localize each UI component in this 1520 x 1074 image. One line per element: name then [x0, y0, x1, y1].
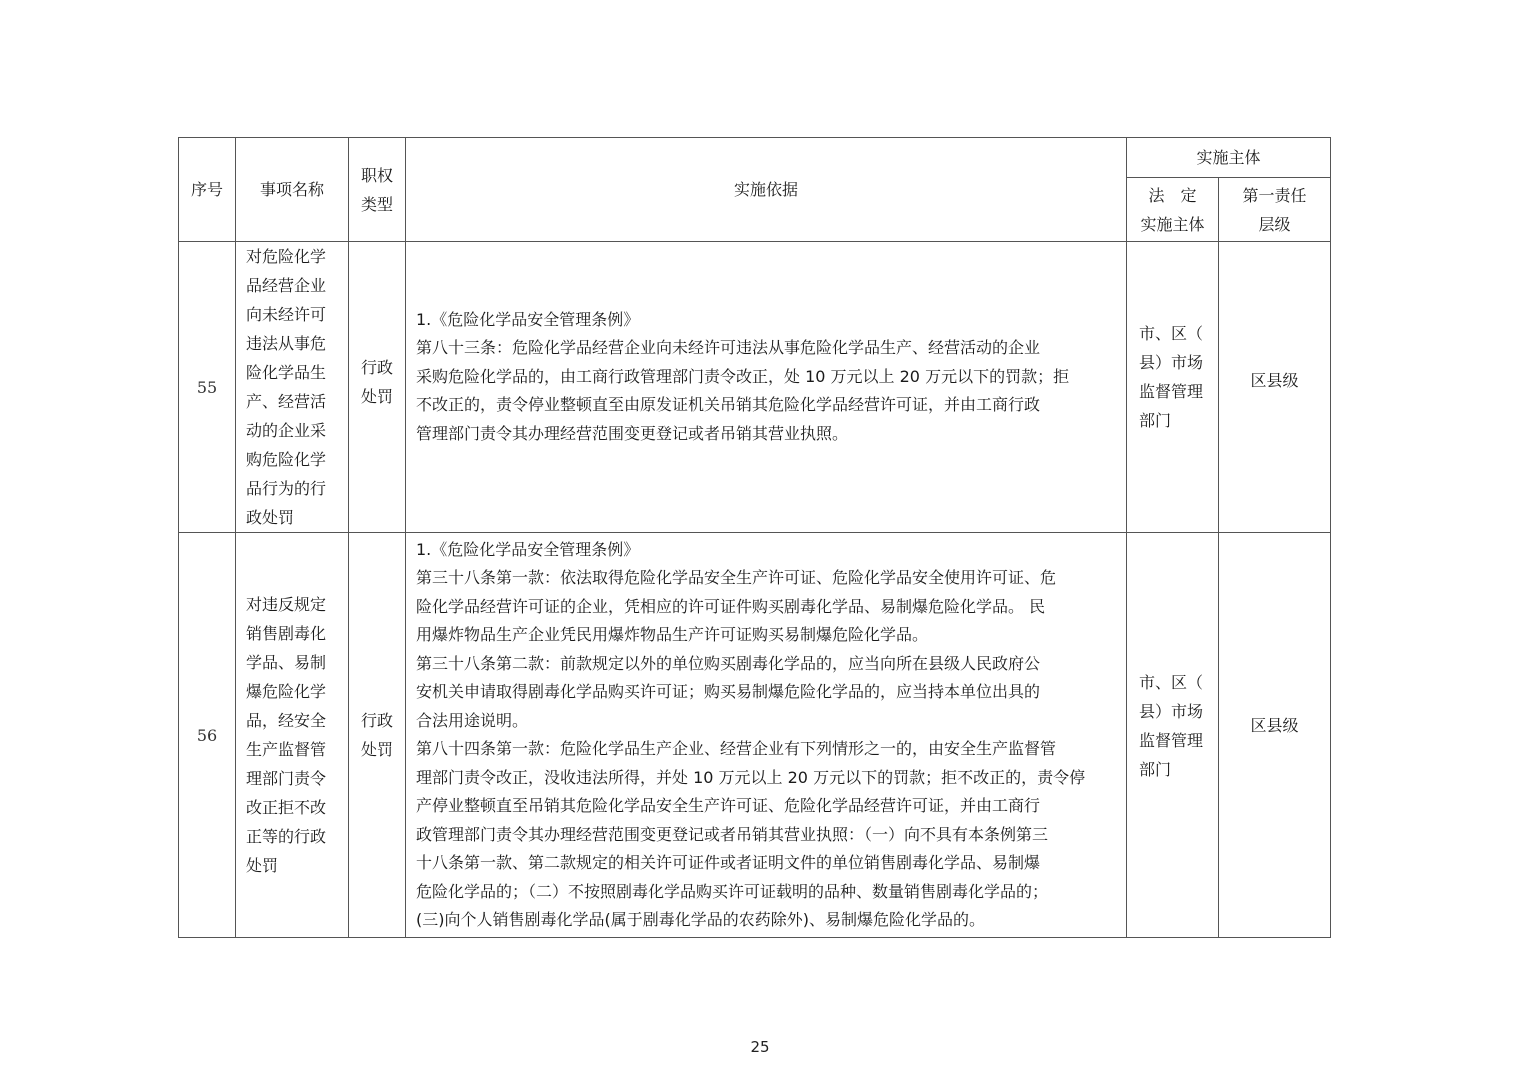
- row-basis: [406, 533, 1127, 938]
- row-name-line: 销售剧毒化: [246, 624, 327, 643]
- row-name-line: 险化学品生: [246, 363, 327, 382]
- basis-line: 产停业整顿直至吊销其危险化学品安全生产许可证、危险化学品经营许可证，并由工商行: [416, 796, 1041, 815]
- row-name-line: 品，经安全: [246, 711, 327, 730]
- row-subject-line: 部门: [1139, 411, 1172, 430]
- row-type-line: 处罚: [360, 740, 393, 759]
- row-name-line: 对违反规定: [246, 595, 327, 614]
- header-type-line: 类型: [360, 194, 393, 214]
- header-legal-line: 法 定: [1148, 185, 1197, 205]
- table-row: [179, 533, 1331, 938]
- row-name-line: 产、经营活: [246, 392, 327, 411]
- header-type: [349, 138, 406, 242]
- basis-line: (三)向个人销售剧毒化学品(属于剧毒化学品的农药除外)、易制爆危险化学品的。: [416, 910, 985, 929]
- row-name-line: 理部门责令: [246, 769, 327, 788]
- row-subject-line: 市、区（: [1139, 324, 1204, 343]
- row-name-line: 政处罚: [246, 508, 295, 527]
- basis-line: 第三十八条第二款：前款规定以外的单位购买剧毒化学品的，应当向所在县级人民政府公: [416, 653, 1041, 673]
- row-name-line: 正等的行政: [246, 827, 327, 846]
- basis-line: 第八十四条第一款：危险化学品生产企业、经营企业有下列情形之一的，由安全生产监督管: [416, 739, 1057, 758]
- basis-line: 用爆炸物品生产企业凭民用爆炸物品生产许可证购买易制爆危险化学品。: [416, 625, 929, 644]
- page-number: 25: [750, 1038, 770, 1056]
- row-type: [349, 533, 406, 938]
- row-name-line: 爆危险化学: [246, 682, 327, 701]
- row-type-line: 处罚: [360, 387, 393, 406]
- basis-line: 采购危险化学品的，由工商行政管理部门责令改正，处 10 万元以上 20 万元以下的罚款；拒: [416, 366, 1070, 386]
- row-seq: 55: [179, 242, 236, 533]
- row-level: 区县级: [1219, 533, 1331, 938]
- row-name-line: 动的企业采: [246, 421, 327, 440]
- row-name-line: 品经营企业: [246, 276, 327, 295]
- basis-line: 合法用途说明。: [416, 710, 529, 730]
- header-legal: [1127, 178, 1219, 242]
- row-subject-line: 部门: [1139, 760, 1172, 779]
- basis-line: 管理部门责令其办理经营范围变更登记或者吊销其营业执照。: [416, 423, 849, 443]
- basis-line: 十八条第一款、第二款规定的相关许可证件或者证明文件的单位销售剧毒化学品、易制爆: [416, 853, 1041, 872]
- row-subject-line: 市、区（: [1139, 673, 1204, 692]
- header-basis: 实施依据: [406, 138, 1127, 242]
- row-name-line: 改正拒不改: [246, 798, 327, 817]
- row-name-line: 向未经许可: [246, 305, 327, 324]
- row-legal-subject: [1127, 533, 1219, 938]
- header-level-line: 第一责任: [1242, 185, 1307, 205]
- header-type-line: 职权: [360, 165, 393, 185]
- header-seq: 序号: [179, 138, 236, 242]
- row-subject-line: 监督管理: [1139, 382, 1204, 401]
- row-basis: [406, 242, 1127, 533]
- basis-line: 理部门责令改正，没收违法所得，并处 10 万元以上 20 万元以下的罚款；拒不改正的，责令停: [416, 767, 1086, 787]
- row-legal-subject: [1127, 242, 1219, 533]
- row-name-line: 处罚: [246, 856, 279, 875]
- row-name-line: 违法从事危: [246, 334, 327, 353]
- row-level: 区县级: [1219, 242, 1331, 533]
- row-subject-line: 县）市场: [1139, 702, 1204, 721]
- row-type-line: 行政: [360, 711, 393, 730]
- basis-line: 险化学品经营许可证的企业，凭相应的许可证件购买剧毒化学品、易制爆危险化学品。 民: [416, 596, 1046, 616]
- row-seq: 56: [179, 533, 236, 938]
- basis-line: 第三十八条第一款：依法取得危险化学品安全生产许可证、危险化学品安全使用许可证、危: [416, 568, 1057, 587]
- document-table: [178, 137, 1331, 938]
- table-row: [179, 242, 1331, 533]
- header-name: 事项名称: [236, 138, 349, 242]
- basis-line: 危险化学品的；（二）不按照剧毒化学品购买许可证载明的品种、数量销售剧毒化学品的；: [416, 881, 1049, 901]
- header-legal-line: 实施主体: [1140, 214, 1205, 234]
- header-level: [1219, 178, 1331, 242]
- row-name-line: 购危险化学: [246, 450, 327, 469]
- row-name-line: 品行为的行: [246, 479, 327, 498]
- basis-line: 1.《危险化学品安全管理条例》: [416, 539, 640, 559]
- row-subject-line: 县）市场: [1139, 353, 1204, 372]
- row-subject-line: 监督管理: [1139, 731, 1204, 750]
- header-level-line: 层级: [1258, 214, 1291, 234]
- basis-line: 政管理部门责令其办理经营范围变更登记或者吊销其营业执照：（一）向不具有本条例第三: [416, 824, 1049, 844]
- header-subject: 实施主体: [1127, 138, 1331, 178]
- row-name: [236, 533, 349, 938]
- basis-line: 不改正的，责令停业整顿直至由原发证机关吊销其危险化学品经营许可证，并由工商行政: [416, 395, 1041, 415]
- basis-line: 第八十三条：危险化学品经营企业向未经许可违法从事危险化学品生产、经营活动的企业: [416, 338, 1041, 358]
- row-type-line: 行政: [360, 358, 393, 377]
- row-type: [349, 242, 406, 533]
- row-name-line: 对危险化学: [246, 247, 327, 266]
- basis-line: 安机关申请取得剧毒化学品购买许可证；购买易制爆危险化学品的，应当持本单位出具的: [416, 682, 1041, 701]
- row-name-line: 生产监督管: [246, 740, 327, 759]
- row-name-line: 学品、易制: [246, 653, 327, 672]
- basis-line: 1.《危险化学品安全管理条例》: [416, 309, 640, 329]
- row-name: [236, 242, 349, 533]
